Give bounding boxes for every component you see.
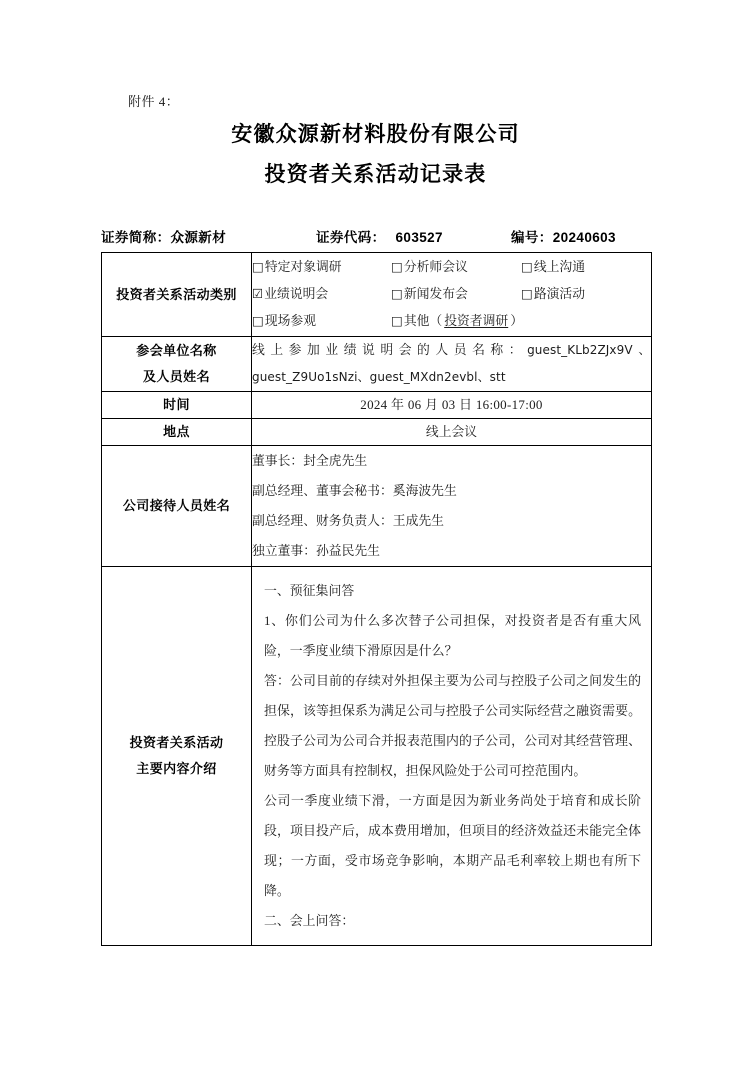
checkbox-label: 新闻发布会 <box>403 287 468 301</box>
checkbox-label: 分析师会议 <box>403 260 468 274</box>
checkbox-icon[interactable]: □ <box>252 313 264 328</box>
activity-type-label: 投资者关系活动类别 <box>102 253 252 337</box>
staff-list <box>252 446 651 566</box>
main-content-label <box>102 567 252 946</box>
security-code-label: 证券代码： <box>316 230 386 245</box>
table-row-main-content <box>102 567 652 946</box>
table-row-place <box>102 419 652 446</box>
main-content-value <box>252 567 652 946</box>
table-row-participants <box>102 337 652 392</box>
participants-value <box>252 337 652 392</box>
checkbox-icon[interactable]: ☑ <box>252 286 264 301</box>
time-label: 时间 <box>102 392 252 419</box>
checkbox-label: 路演活动 <box>533 287 585 301</box>
other-fillin-text[interactable]: 投资者调研 <box>444 314 509 328</box>
checkbox-grid <box>252 253 651 336</box>
checkbox-icon[interactable]: □ <box>521 259 533 274</box>
participants-line-2: guest_Z9Uo1sNzi、guest_MXdn2evbl、stt <box>252 370 506 384</box>
checkbox-option-earnings-presentation[interactable] <box>252 282 391 307</box>
staff-label: 公司接待人员姓名 <box>102 446 252 567</box>
participants-label-line1: 参会单位名称 <box>136 343 217 358</box>
checkbox-label: 业绩说明会 <box>264 287 329 301</box>
participants-line-1 <box>252 337 651 364</box>
company-title: 安徽众源新材料股份有限公司 <box>231 123 520 146</box>
checkbox-label: 特定对象调研 <box>264 260 342 274</box>
checkbox-label: 线上沟通 <box>533 260 585 274</box>
main-content-paragraphs <box>264 576 641 936</box>
participants-label-line2: 及人员姓名 <box>142 369 210 384</box>
activity-type-options <box>252 253 652 337</box>
time-value <box>252 392 652 419</box>
list-item: 副总经理、财务负责人：王成先生 <box>252 514 444 528</box>
checkbox-option-site-visit[interactable] <box>252 309 391 334</box>
checkbox-row-1 <box>252 255 651 280</box>
document-number-value: 20240603 <box>552 230 616 245</box>
place-label: 地点 <box>102 419 252 446</box>
paragraph: 一、预征集问答 <box>264 584 355 598</box>
document-number <box>511 226 649 246</box>
paragraph: 答：公司目前的存续对外担保主要为公司与控股子公司之间发生的担保，该等担保系为满足公司与控股子公司实际经营之融资需要。控股子公司为公司合并报表范围内的子公司，公司对其经营管理、财务等方面具有控制权，担保风险处于公司可控范围内。 <box>264 674 641 778</box>
checkbox-icon[interactable]: □ <box>391 286 403 301</box>
checkbox-option-online-communication[interactable] <box>521 255 585 280</box>
security-code <box>316 226 511 246</box>
checkbox-option-other[interactable] <box>391 309 523 334</box>
checkbox-icon[interactable]: □ <box>391 259 403 274</box>
security-code-value: 603527 <box>395 230 443 245</box>
checkbox-icon[interactable]: □ <box>391 313 403 328</box>
table-row-staff <box>102 446 652 567</box>
checkbox-option-analyst-meeting[interactable] <box>391 255 521 280</box>
staff-value <box>252 446 652 567</box>
security-short-name: 证券简称：众源新材 <box>101 230 227 245</box>
checkbox-icon[interactable]: □ <box>252 259 264 274</box>
guest-name-1: guest_KLb2ZJx9V <box>527 343 633 357</box>
checkbox-row-3 <box>252 309 651 334</box>
securities-header <box>101 226 649 246</box>
list-item: 副总经理、董事会秘书：奚海波先生 <box>252 484 457 498</box>
place-value: 线上会议 <box>252 419 652 446</box>
paragraph: 二、会上问答： <box>264 914 355 928</box>
table-row-activity-type <box>102 253 652 337</box>
other-suffix: ） <box>510 314 523 328</box>
main-content-label-line2: 主要内容介绍 <box>136 761 217 776</box>
table-row-time <box>102 392 652 419</box>
participants-label <box>102 337 252 392</box>
checkbox-label: 现场参观 <box>264 314 316 328</box>
checkbox-option-specific-research[interactable] <box>252 255 391 280</box>
checkbox-row-2 <box>252 282 651 307</box>
checkbox-option-roadshow[interactable] <box>521 282 585 307</box>
activity-record-table <box>101 252 652 946</box>
checkbox-icon[interactable]: □ <box>521 286 533 301</box>
main-content-label-line1: 投资者关系活动 <box>129 735 224 750</box>
document-number-label: 编号： <box>511 230 553 245</box>
participants-intro: 线上参加业绩说明会的人员名称： <box>252 343 528 357</box>
checkbox-label: 其他（ <box>403 314 443 328</box>
checkbox-option-press-conference[interactable] <box>391 282 521 307</box>
participants-separator: 、 <box>632 343 652 357</box>
paragraph: 1、你们公司为什么多次替子公司担保，对投资者是否有重大风险，一季度业绩下滑原因是什么？ <box>264 614 641 658</box>
paragraph: 公司一季度业绩下滑，一方面是因为新业务尚处于培育和成长阶段，项目投产后，成本费用增加，但项目的经济效益还未能完全体现；一方面，受市场竞争影响，本期产品毛利率较上期也有所下降。 <box>264 794 641 898</box>
list-item: 董事长：封全虎先生 <box>252 454 368 468</box>
document-title: 投资者关系活动记录表 <box>264 163 487 186</box>
attachment-label: 附件 4： <box>128 94 180 109</box>
time-text: 2024 年 06 月 03 日 16:00-17:00 <box>360 397 543 412</box>
list-item: 独立董事：孙益民先生 <box>252 544 380 558</box>
